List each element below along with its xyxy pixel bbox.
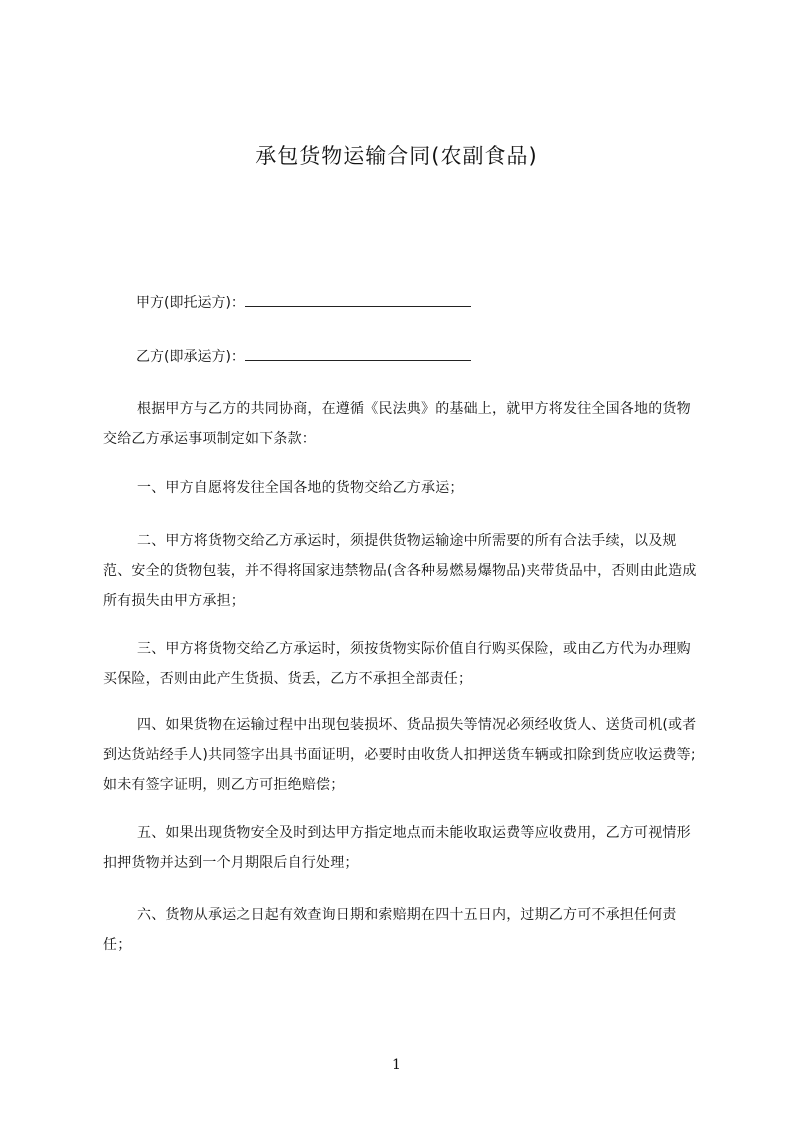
party-b-line <box>136 345 471 367</box>
document-title: 承包货物运输合同(农副食品) <box>255 144 538 168</box>
clause-2: 二、甲方将货物交给乙方承运时，须提供货物运输途中所需要的所有合法手续，以及规范、安全的货物包装，并不得将国家违禁物品(含各种易燃易爆物品)夹带货品中，否则由此造成所有损失由甲方承担； <box>103 533 697 609</box>
clause-1: 一、甲方自愿将发往全国各地的货物交给乙方承运； <box>137 480 464 496</box>
page-number: 1 <box>392 1057 401 1073</box>
party-a-blank <box>245 291 471 307</box>
clause-3: 三、甲方将货物交给乙方承运时，须按货物实际价值自行购买保险，或由乙方代为办理购买保险，否则由此产生货损、货丢，乙方不承担全部责任； <box>103 641 691 687</box>
clause-5: 五、如果出现货物安全及时到达甲方指定地点而未能收取运费等应收费用，乙方可视情形扣押货物并达到一个月期限后自行处理； <box>103 825 691 871</box>
party-b-label: 乙方(即承运方)： <box>136 349 245 365</box>
party-a-label: 甲方(即托运方)： <box>136 295 245 311</box>
clause-4: 四、如果货物在运输过程中出现包装损坏、货品损失等情况必须经收货人、送货司机(或者到达货站经手人)共同签字出具书面证明，必要时由收货人扣押送货车辆或扣除到货应收运费等;如未有签字证明，则乙方可拒绝赔偿； <box>103 717 697 793</box>
party-b-blank <box>245 345 471 361</box>
preamble-paragraph: 根据甲方与乙方的共同协商，在遵循《民法典》的基础上，就甲方将发往全国各地的货物交给乙方承运事项制定如下条款： <box>103 401 691 447</box>
clause-6: 六、货物从承运之日起有效查询日期和索赔期在四十五日内，过期乙方可不承担任何责任； <box>103 907 677 953</box>
party-a-line <box>136 291 471 313</box>
